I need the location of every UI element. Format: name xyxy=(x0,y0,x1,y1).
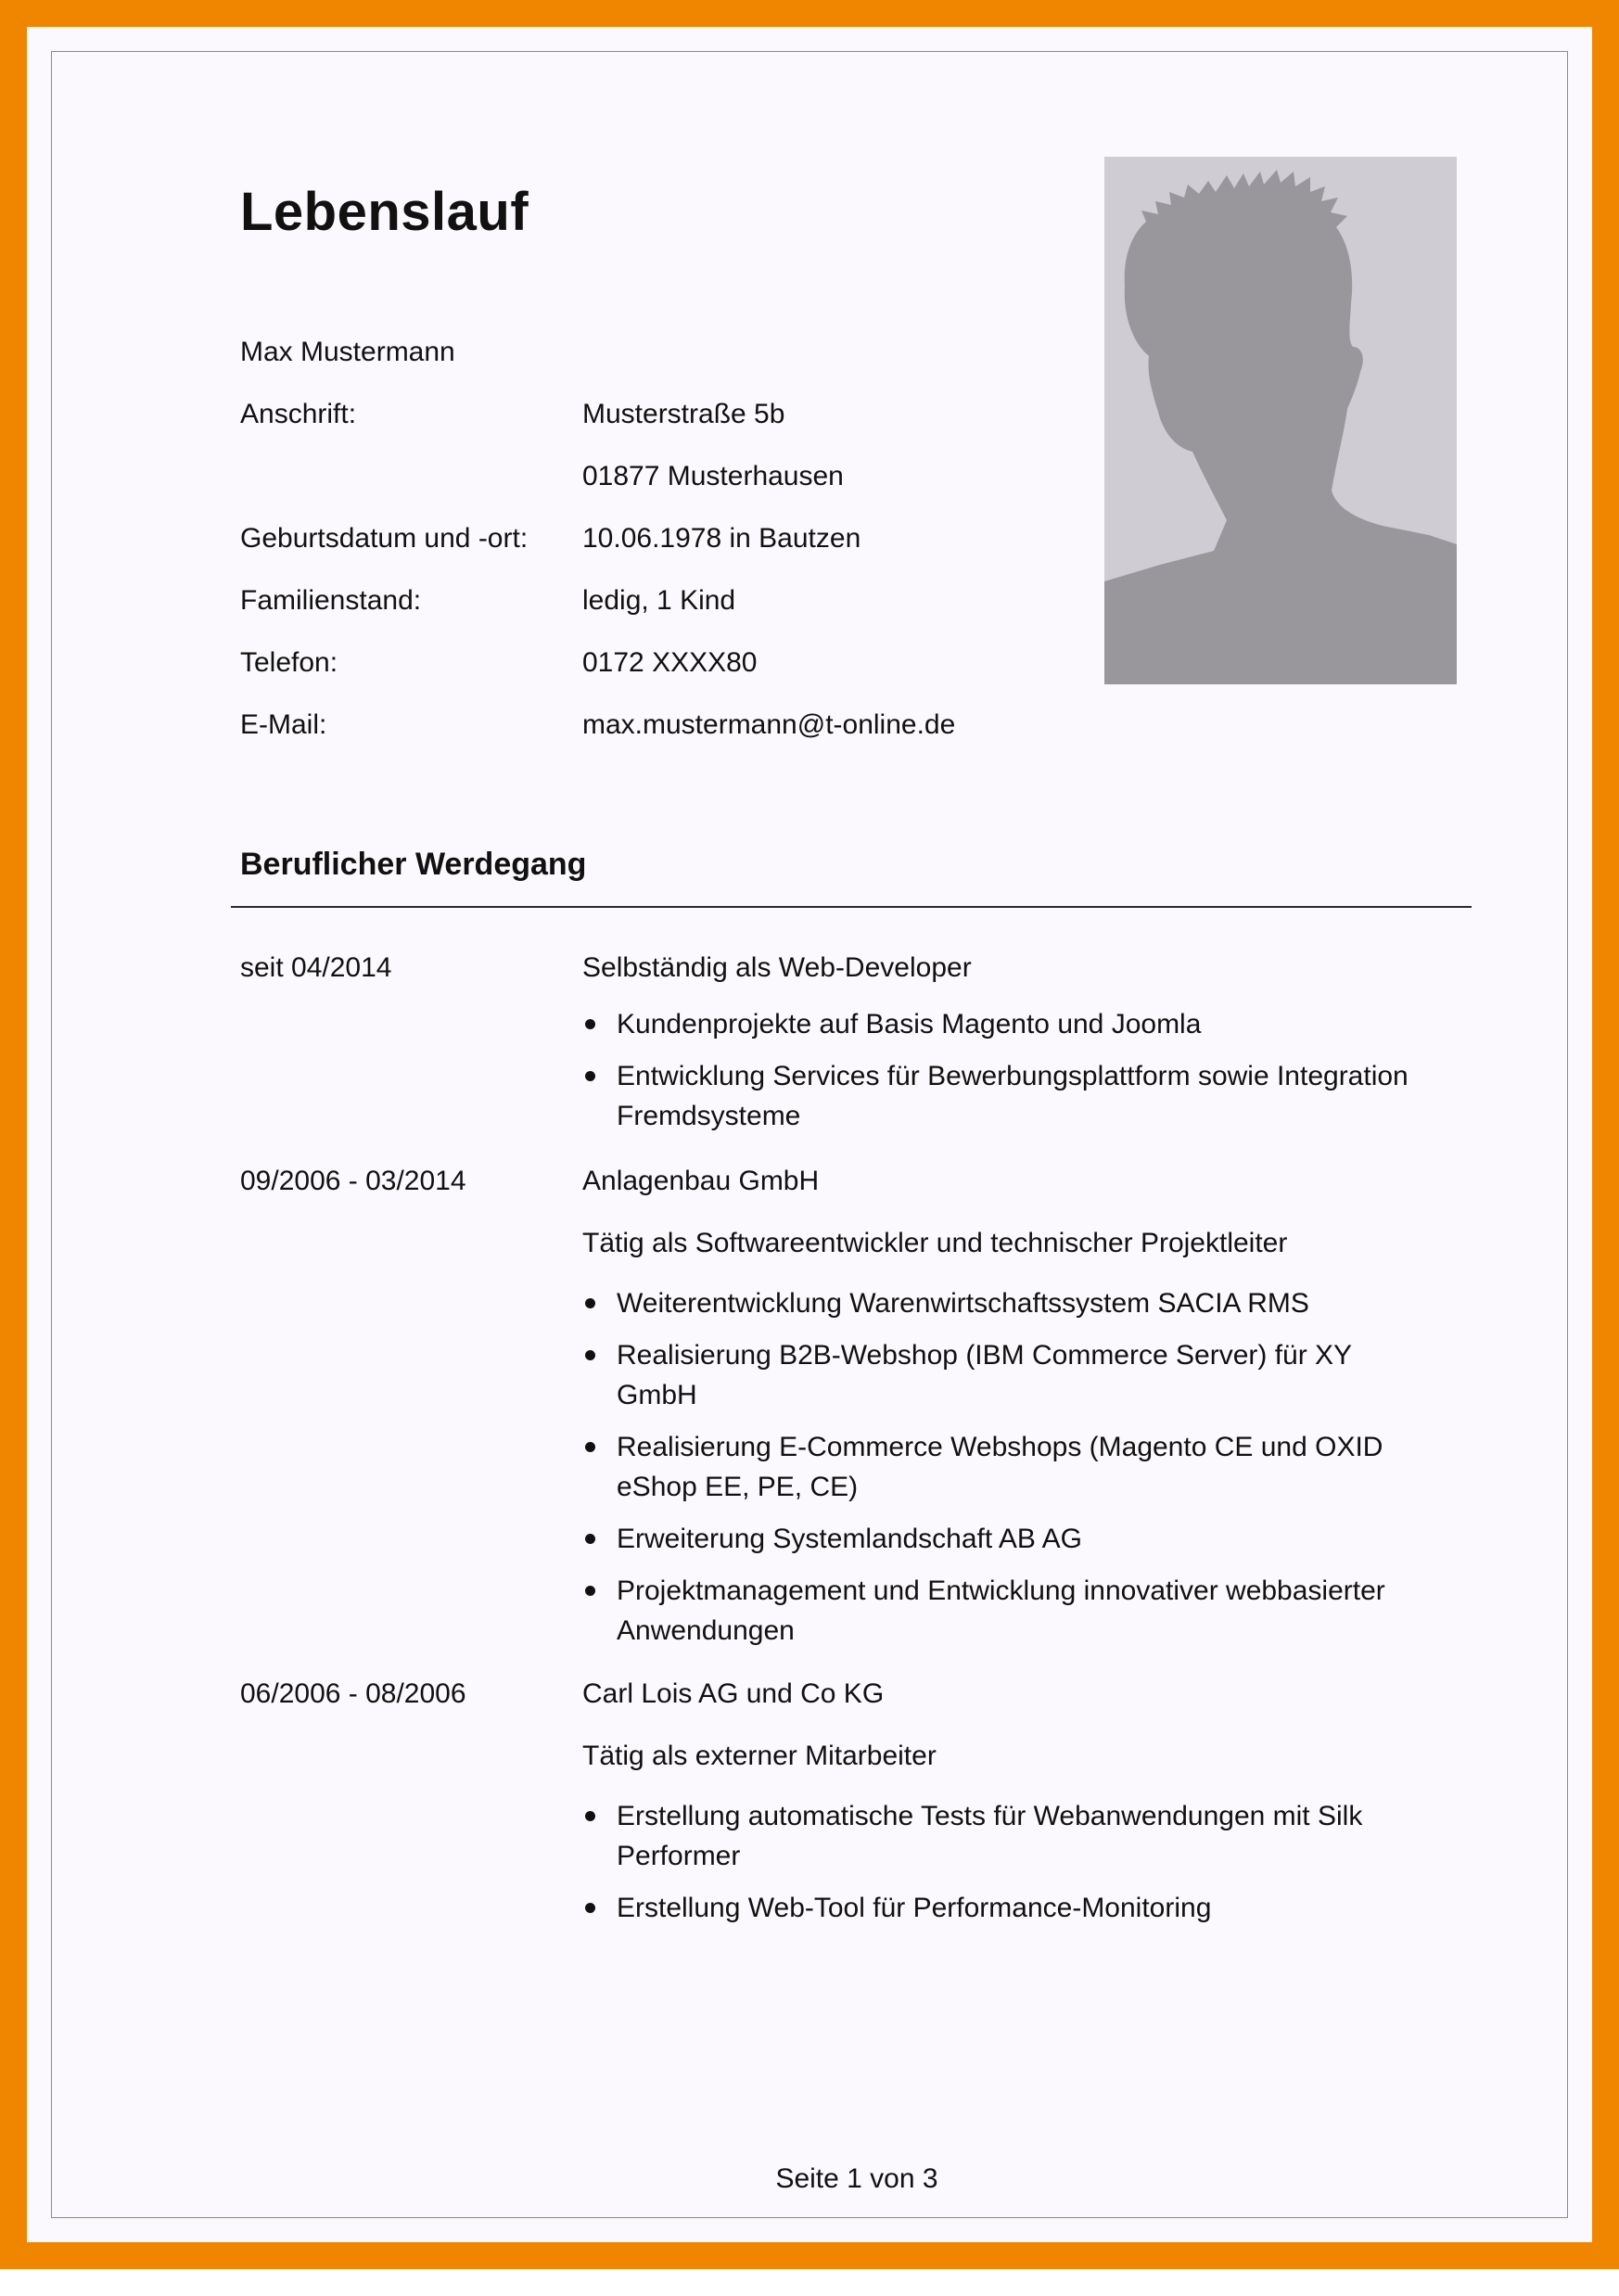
job-bullet xyxy=(582,1519,1417,1559)
bullet-dot-icon xyxy=(585,1019,595,1029)
job-bullet xyxy=(582,1571,1417,1651)
section-heading-career: Beruflicher Werdegang xyxy=(240,847,587,882)
info-row xyxy=(240,523,1075,560)
info-value: 0172 XXXX80 xyxy=(582,647,758,678)
bullet-text: Realisierung B2B-Webshop (IBM Commerce Server) für XY GmbH xyxy=(617,1340,1352,1410)
info-row xyxy=(240,647,1075,684)
info-value[interactable]: max.mustermann@t-online.de xyxy=(582,709,956,740)
job-date: 06/2006 - 08/2006 xyxy=(240,1678,466,1709)
bullet-text: Weiterentwicklung Warenwirtschaftssystem SACIA RMS xyxy=(617,1288,1309,1319)
bullet-dot-icon xyxy=(585,1350,595,1360)
bullet-text: Realisierung E-Commerce Webshops (Magento CE und OXID eShop EE, PE, CE) xyxy=(617,1432,1383,1502)
job-bullet xyxy=(582,1056,1417,1136)
info-value: 01877 Musterhausen xyxy=(582,461,844,491)
job-bullet-list xyxy=(582,1796,1417,1940)
bullet-dot-icon xyxy=(585,1298,595,1308)
job-bullet xyxy=(582,1796,1417,1876)
job-bullet xyxy=(582,1004,1417,1044)
job-company: Carl Lois AG und Co KG xyxy=(582,1678,885,1709)
bullet-dot-icon xyxy=(585,1534,595,1544)
profile-photo xyxy=(1104,157,1457,684)
job-bullet-list xyxy=(582,1004,1417,1148)
page-number: Seite 1 von 3 xyxy=(775,2163,938,2194)
bullet-text: Erstellung Web-Tool für Performance-Monitoring xyxy=(617,1893,1212,1923)
job-company: Selbständig als Web-Developer xyxy=(582,952,972,983)
info-row xyxy=(240,709,1075,746)
info-value: Musterstraße 5b xyxy=(582,399,785,429)
job-bullet xyxy=(582,1283,1417,1323)
job-description: Tätig als Softwareentwickler und technischer Projektleiter xyxy=(582,1228,1288,1258)
info-row xyxy=(240,461,1075,498)
info-value: 10.06.1978 in Bautzen xyxy=(582,523,861,554)
cv-page xyxy=(240,27,1473,2296)
info-value: ledig, 1 Kind xyxy=(582,585,736,616)
job-company: Anlagenbau GmbH xyxy=(582,1166,820,1196)
job-description: Tätig als externer Mitarbeiter xyxy=(582,1741,937,1771)
info-label: Familienstand: xyxy=(240,585,422,616)
bullet-text: Kundenprojekte auf Basis Magento und Joomla xyxy=(617,1009,1202,1040)
applicant-name: Max Mustermann xyxy=(240,337,455,367)
section-divider xyxy=(231,906,1472,908)
job-bullet-list xyxy=(582,1283,1417,1663)
info-row xyxy=(240,585,1075,622)
info-label: Telefon: xyxy=(240,647,338,678)
job-date: seit 04/2014 xyxy=(240,952,392,983)
bullet-text: Projektmanagement und Entwicklung innovativer webbasierter Anwendungen xyxy=(617,1575,1385,1646)
job-date: 09/2006 - 03/2014 xyxy=(240,1166,466,1196)
info-row xyxy=(240,399,1075,436)
bullet-text: Erweiterung Systemlandschaft AB AG xyxy=(617,1524,1082,1554)
info-label: E-Mail: xyxy=(240,709,327,740)
bullet-text: Entwicklung Services für Bewerbungsplattform sowie Integration Fremdsysteme xyxy=(617,1061,1409,1131)
bullet-text: Erstellung automatische Tests für Webanwendungen mit Silk Performer xyxy=(617,1801,1363,1871)
job-bullet xyxy=(582,1427,1417,1507)
bullet-dot-icon xyxy=(585,1811,595,1821)
info-label: Geburtsdatum und -ort: xyxy=(240,523,529,554)
job-bullet xyxy=(582,1335,1417,1415)
person-silhouette-icon xyxy=(1104,157,1457,684)
bullet-dot-icon xyxy=(585,1442,595,1452)
document-title: Lebenslauf xyxy=(240,182,529,242)
job-bullet xyxy=(582,1888,1417,1928)
bullet-dot-icon xyxy=(585,1903,595,1913)
bullet-dot-icon xyxy=(585,1071,595,1081)
bullet-dot-icon xyxy=(585,1586,595,1596)
info-label: Anschrift: xyxy=(240,399,357,429)
